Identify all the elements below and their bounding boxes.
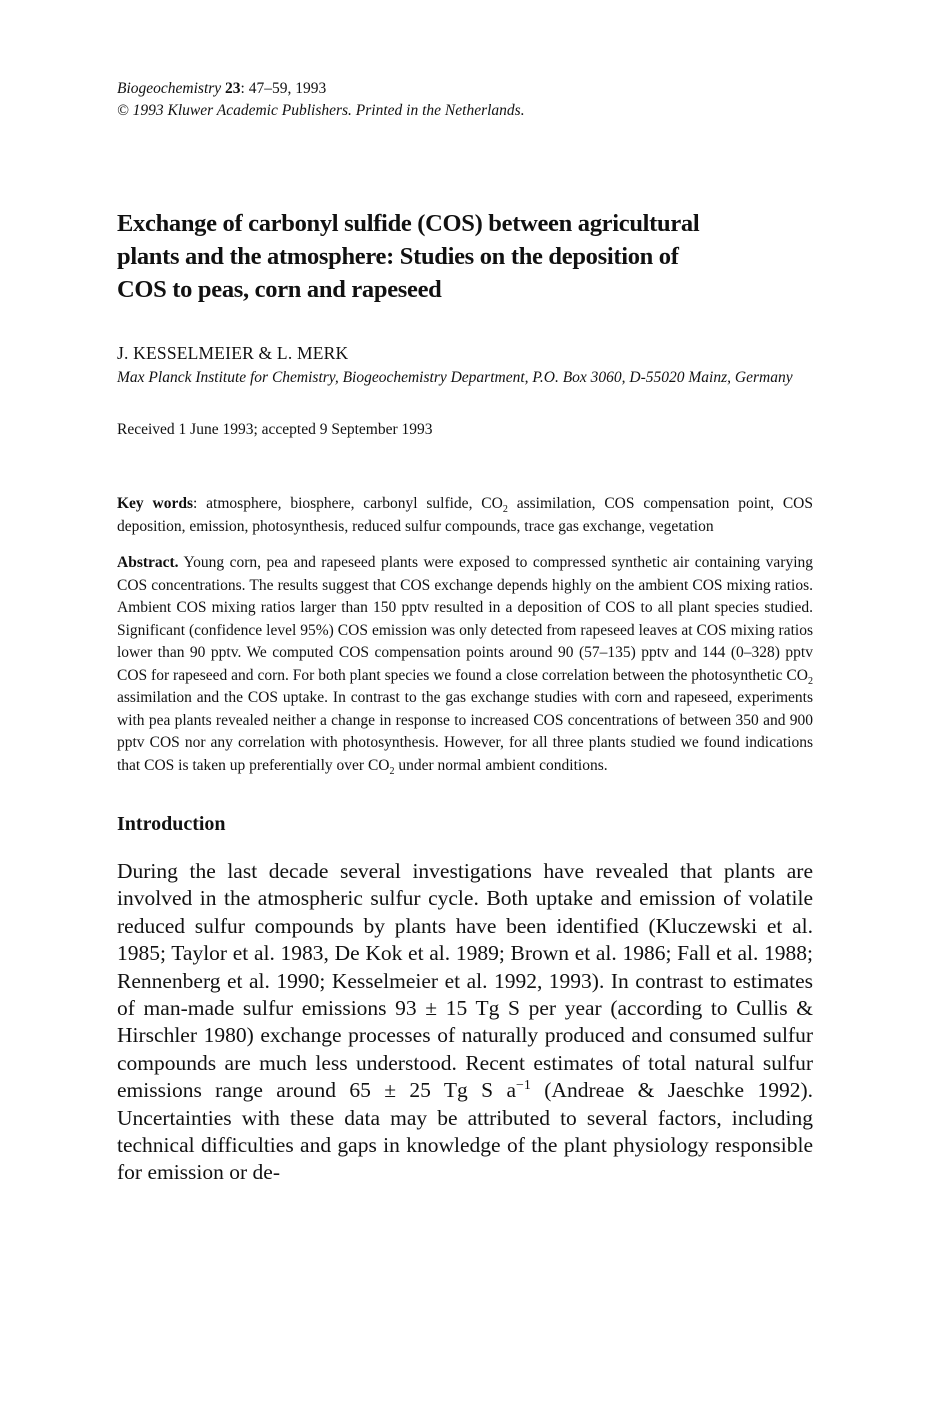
intro-text: During the last decade several investigations have revealed that plants are involved in the atmospheric sulfur cycle. Both uptake and emission of volatile reduced sulfur compounds by plants have been identified (Kluczewski et al. 1985; Taylor et al. 1983, De Kok et al. 1989; Brown et al. 1986; Fall et al. 1988; Rennenberg et al. 1990; Kesselmeier et al. 1992, 1993). In contrast to estimates of man-made sulfur emissions 93 ± 15 Tg S per year (according to Cullis & Hirschler 1980) exchange processes of naturally produced and consumed sulfur compounds are much less understood. Recent estimates of total natural sulfur emissions range around 65 ± 25 Tg S a (117, 859, 813, 1103)
keywords-label: Key words (117, 495, 194, 512)
affiliation: Max Planck Institute for Chemistry, Biogeochemistry Department, P.O. Box 3060, D-55020 Mainz, Germany (117, 369, 793, 386)
keywords-text: assimilation, COS compensation point, COS deposition, emission, photosynthesis, reduced sulfur compounds, trace gas exchange, vegetation (117, 495, 813, 535)
citation-line (117, 78, 813, 100)
subscript: 2 (807, 675, 813, 687)
paper-title (117, 207, 813, 306)
title-line: Exchange of carbonyl sulfide (COS) between agricultural (117, 210, 700, 237)
abstract-text: assimilation and the COS uptake. In contrast to the gas exchange studies with corn and rapeseed, experiments with pea plants revealed neither a change in response to increased COS concentrations of between 350 and 900 pptv COS nor any correlation with photosynthesis. However, for all three plants studied we found indications that COS is taken up preferentially over CO (117, 689, 813, 774)
abstract-text: under normal ambient conditions. (394, 756, 608, 774)
copyright-line: © 1993 Kluwer Academic Publishers. Printed in the Netherlands. (117, 102, 525, 119)
abstract-label: Abstract. (117, 554, 179, 571)
subscript: 2 (389, 765, 395, 777)
abstract-text: Young corn, pea and rapeseed plants were exposed to compressed synthetic air containing varying COS concentrations. The results suggest that COS exchange depends highly on the ambient COS mixing ratios. Ambient COS mixing ratios larger than 150 pptv resulted in a deposition of COS to all plant species studied. Significant (confidence level 95%) COS emission was only detected from rapeseed leaves at COS mixing ratios lower than 90 pptv. We computed COS compensation points around 90 (57–135) pptv and 144 (0–328) pptv COS for rapeseed and corn. For both plant species we found a close correlation between the photosynthetic CO (117, 554, 813, 684)
paper-page (117, 78, 813, 1187)
superscript: −1 (516, 1078, 531, 1094)
subscript: 2 (502, 504, 508, 516)
keywords-block (117, 493, 813, 538)
journal-name: Biogeochemistry (117, 80, 222, 97)
introduction-paragraph (117, 858, 813, 1187)
keywords-text: : atmosphere, biosphere, carbonyl sulfide, CO (193, 495, 503, 512)
title-line: COS to peas, corn and rapeseed (117, 276, 442, 303)
received-dates: Received 1 June 1993; accepted 9 September 1993 (117, 421, 433, 438)
abstract-block (117, 552, 813, 777)
journal-pages-year: : 47–59, 1993 (240, 80, 327, 97)
section-heading: Introduction (117, 813, 226, 835)
journal-header (117, 78, 813, 122)
title-line: plants and the atmosphere: Studies on the deposition of (117, 243, 679, 270)
intro-text: (Andreae & Jaeschke 1992). Uncertainties with these data may be attributed to several factors, including technical difficulties and gaps in knowledge of the plant physiology responsible for emission or de- (117, 1078, 814, 1185)
authors: J. KESSELMEIER & L. MERK (117, 343, 349, 363)
journal-volume: 23 (225, 80, 241, 97)
